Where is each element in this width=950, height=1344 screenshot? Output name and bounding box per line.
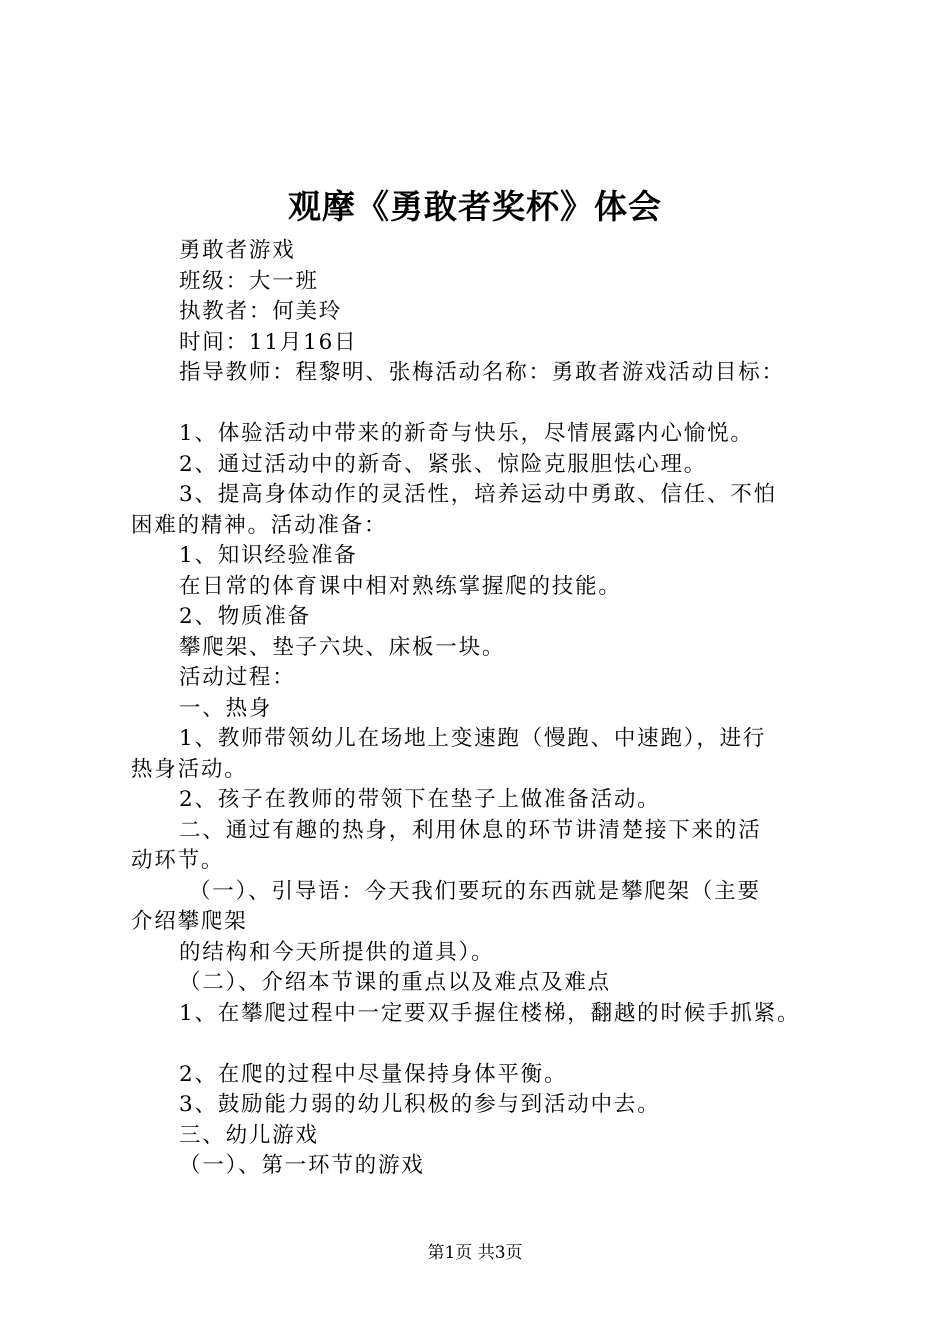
text-line: 3、鼓励能力弱的幼儿积极的参与到活动中去。 [179,1092,661,1117]
text-line: 在日常的体育课中相对熟练掌握爬的技能。 [179,573,622,599]
document-body [131,236,843,1182]
text-line: （一）、第一环节的游戏 [179,1153,425,1178]
text-line: （二）、介绍本节课的重点以及难点及难点 [179,970,611,995]
text-line: 一、热身 [179,695,273,721]
text-line: 动环节。 [131,848,225,873]
blank-line [131,1029,843,1060]
text-line: 三、幼儿游戏 [179,1122,319,1148]
text-line: 勇敢者游戏 [179,238,296,263]
text-line: 2、在爬的过程中尽量保持身体平衡。 [179,1061,568,1087]
text-line: 2、孩子在教师的带领下在垫子上做准备活动。 [179,787,661,812]
text-line: 班级：大一班 [179,268,319,294]
text-line: 攀爬架、垫子六块、床板一块。 [179,634,506,660]
text-line: 1、教师带领幼儿在场地上变速跑（慢跑、中速跑），进行 [179,726,767,751]
text-line: 时间：11月16日 [179,329,358,355]
text-line: 热身活动。 [131,756,248,782]
text-line: 1、体验活动中带来的新奇与快乐，尽情展露内心愉悦。 [179,421,754,446]
text-line: 1、在攀爬过程中一定要双手握住楼梯，翻越的时候手抓紧。 [179,1000,801,1026]
page-footer: 第1页 共3页 [427,1243,523,1263]
text-line: 1、知识经验准备 [179,543,358,568]
text-line: 活动过程： [179,665,296,690]
text-line: 指导教师：程黎明、张梅活动名称：勇敢者游戏活动目标： [179,360,785,385]
blank-line [131,389,843,420]
text-line: 2、通过活动中的新奇、紧张、惊险克服胆怯心理。 [179,451,708,477]
text-line: （一）、引导语：今天我们要玩的东西就是攀爬架（主要 [189,878,761,904]
text-line: 3、提高身体动作的灵活性，培养运动中勇敢、信任、不怕 [179,482,777,507]
text-line: 介绍攀爬架 [131,909,248,934]
text-line: 二、通过有趣的热身，利用休息的环节讲清楚接下来的活 [179,817,762,843]
text-line: 2、物质准备 [179,604,311,629]
text-line: 执教者：何美玲 [179,299,343,324]
document-title: 观摩《勇敢者奖杯》体会 [288,187,662,226]
text-line: 的结构和今天所提供的道具）。 [179,939,495,965]
text-line: 困难的精神。活动准备： [131,512,388,538]
